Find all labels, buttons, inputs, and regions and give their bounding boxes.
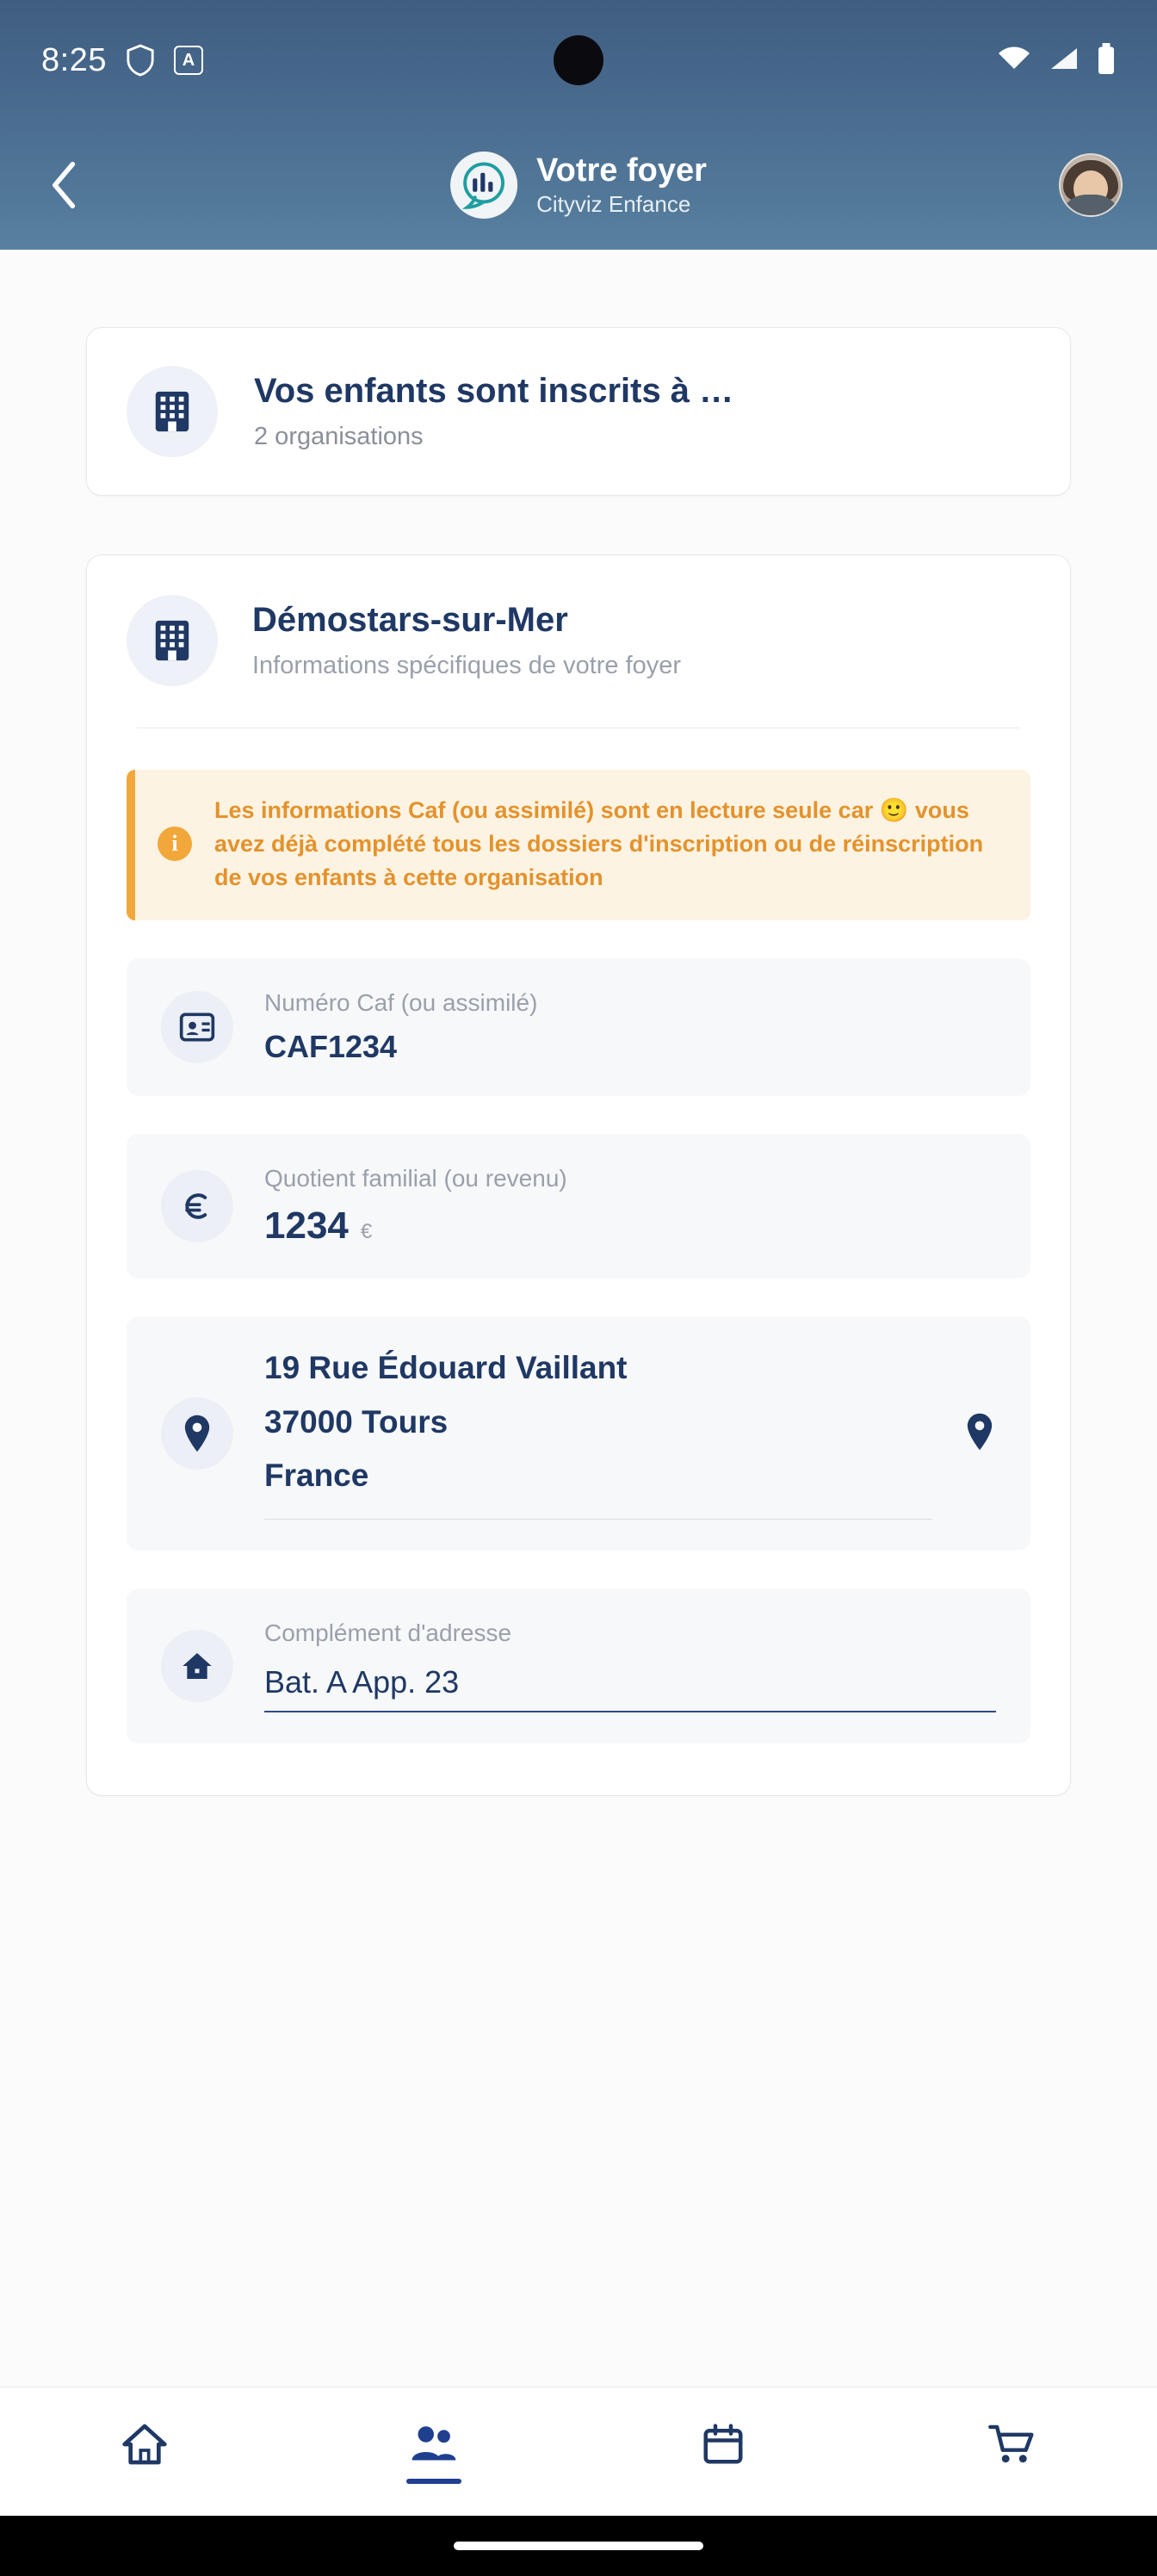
euro-icon	[161, 1170, 233, 1242]
nav-calendar[interactable]	[578, 2420, 868, 2484]
signal-icon	[1049, 46, 1080, 76]
address-complement-body	[264, 1619, 996, 1712]
shield-icon	[126, 44, 155, 77]
user-avatar[interactable]	[1059, 153, 1123, 217]
address-complement-field[interactable]	[127, 1588, 1030, 1743]
cityviz-logo-icon	[450, 152, 517, 219]
organizations-texts	[254, 372, 733, 451]
status-bar-right	[997, 43, 1116, 78]
gesture-bar[interactable]	[454, 2542, 703, 2550]
home-icon	[161, 1630, 233, 1702]
app-badge-a: A	[174, 46, 203, 75]
status-bar	[0, 0, 1157, 121]
address-field[interactable]	[127, 1316, 1030, 1550]
open-map-icon[interactable]	[963, 1412, 996, 1456]
address-complement-input[interactable]	[264, 1664, 996, 1712]
currency-suffix: €	[360, 1220, 373, 1244]
address-line-3: France	[264, 1457, 369, 1493]
organization-description: Informations spécifiques de votre foyer	[252, 652, 682, 679]
info-icon: i	[158, 827, 192, 861]
organization-detail-header	[87, 595, 1070, 686]
battery-icon	[1097, 43, 1116, 78]
building-icon	[127, 595, 218, 686]
family-quotient-value: 1234	[264, 1204, 349, 1248]
nav-cart[interactable]	[868, 2420, 1157, 2484]
app-header	[0, 121, 1157, 250]
info-banner	[127, 770, 1030, 920]
back-button[interactable]	[34, 155, 95, 215]
address-complement-label: Complément d'adresse	[264, 1619, 512, 1646]
camera-cutout	[554, 35, 603, 85]
family-quotient-label: Quotient familial (ou revenu)	[264, 1165, 567, 1192]
address-body	[264, 1347, 932, 1519]
nav-family[interactable]	[289, 2420, 578, 2484]
map-pin-icon	[161, 1397, 233, 1470]
brand	[450, 152, 707, 219]
status-bar-left	[41, 42, 203, 79]
family-quotient-value-row	[264, 1204, 996, 1248]
caf-number-field	[127, 958, 1030, 1096]
organization-name: Démostars-sur-Mer	[252, 601, 568, 639]
caf-number-value: CAF1234	[264, 1029, 398, 1065]
info-banner-text: Les informations Caf (ou assimilé) sont en lecture seule car 🙂 vous avez déjà complété tous les dossiers d'inscription ou de réinscription de vos enfants à cette organisation	[214, 797, 984, 891]
organization-detail-card	[86, 554, 1071, 1796]
page-title: Votre foyer	[536, 152, 707, 189]
family-quotient-field	[127, 1134, 1030, 1279]
organizations-count: 2 organisations	[254, 423, 424, 450]
wifi-icon	[997, 46, 1031, 76]
address-line-2: 37000 Tours	[264, 1403, 449, 1440]
brand-text	[536, 152, 707, 218]
organization-detail-texts	[252, 601, 681, 680]
address-complement-value: Bat. A App. 23	[264, 1663, 460, 1700]
caf-number-label: Numéro Caf (ou assimilé)	[264, 989, 538, 1017]
bottom-navigation	[0, 2387, 1157, 2516]
organizations-card[interactable]	[86, 327, 1071, 496]
organizations-title: Vos enfants sont inscrits à …	[254, 372, 734, 410]
page-subtitle: Cityviz Enfance	[536, 190, 691, 217]
status-time: 8:25	[41, 41, 107, 78]
family-quotient-body	[264, 1165, 996, 1248]
page-content	[0, 250, 1157, 2387]
building-icon	[127, 366, 218, 457]
nav-home[interactable]	[0, 2420, 289, 2484]
caf-number-body	[264, 989, 996, 1065]
gesture-area	[0, 2516, 1157, 2576]
id-card-icon	[161, 991, 233, 1063]
address-line-1: 19 Rue Édouard Vaillant	[264, 1350, 628, 1386]
